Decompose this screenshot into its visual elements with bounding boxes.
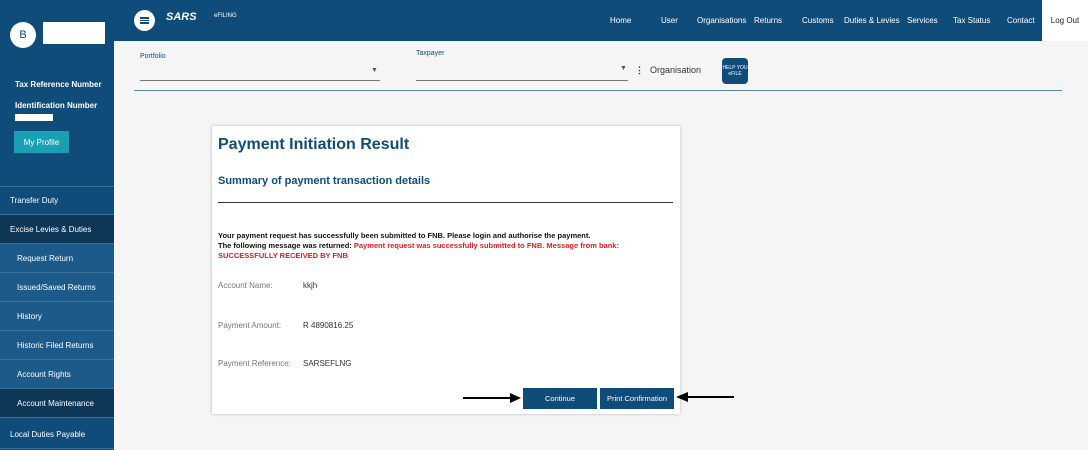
account-name-label: Account Name: bbox=[218, 281, 273, 290]
more-options-icon[interactable]: ⋮ bbox=[635, 65, 644, 75]
sidebar-item-issued-saved-returns[interactable]: Issued/Saved Returns bbox=[0, 273, 114, 302]
account-name-value: kkjh bbox=[303, 281, 318, 290]
sidebar-item-historic-filed-returns[interactable]: Historic Filed Returns bbox=[0, 331, 114, 360]
page-title: Payment Initiation Result bbox=[218, 136, 410, 153]
nav-services[interactable]: Services bbox=[907, 16, 938, 25]
nav-tax-status[interactable]: Tax Status bbox=[953, 16, 991, 25]
nav-duties-levies[interactable]: Duties & Levies bbox=[844, 16, 900, 25]
efiling-logo: eFILING bbox=[214, 13, 237, 19]
nav-customs[interactable]: Customs bbox=[802, 16, 834, 25]
nav-user[interactable]: User bbox=[661, 16, 678, 25]
logout-button[interactable]: Log Out bbox=[1042, 0, 1088, 41]
my-profile-button[interactable]: My Profile bbox=[14, 131, 69, 153]
tax-reference-label: Tax Reference Number bbox=[15, 80, 102, 89]
help-you-efile-icon[interactable]: HELP YOU eFILE bbox=[722, 58, 748, 84]
payment-amount-value: R 4890816.25 bbox=[303, 321, 354, 330]
taxpayer-dropdown-icon[interactable]: ▼ bbox=[620, 65, 627, 72]
arrow-to-print-icon bbox=[676, 392, 734, 402]
sidebar-item-excise-levies[interactable]: Excise Levies & Duties bbox=[0, 215, 114, 244]
print-confirmation-button[interactable]: Print Confirmation bbox=[600, 388, 674, 409]
avatar[interactable]: B bbox=[10, 22, 36, 48]
organisation-label: Organisation bbox=[650, 65, 702, 75]
portfolio-dropdown-icon[interactable]: ▼ bbox=[371, 67, 378, 74]
payment-amount-label: Payment Amount: bbox=[218, 321, 282, 330]
identification-number-label: Identification Number bbox=[15, 101, 98, 110]
payment-reference-value: SARSEFLNG bbox=[303, 359, 352, 368]
message-prefix: The following message was returned: bbox=[218, 241, 354, 250]
taxpayer-label: Taxpayer bbox=[416, 50, 445, 57]
payment-reference-label: Payment Reference: bbox=[218, 359, 291, 368]
nav-returns[interactable]: Returns bbox=[754, 16, 783, 25]
nav-home[interactable]: Home bbox=[610, 16, 632, 25]
arrow-to-continue-icon bbox=[463, 393, 521, 403]
section-subtitle: Summary of payment transaction details bbox=[218, 175, 431, 187]
sidebar-item-account-rights[interactable]: Account Rights bbox=[0, 360, 114, 389]
nav-contact[interactable]: Contact bbox=[1007, 16, 1035, 25]
message-line-1: Your payment request has successfully been submitted to FNB. Please login and authorise the payment. bbox=[218, 231, 591, 240]
portfolio-label: Portfolio bbox=[140, 53, 166, 60]
sidebar-item-history[interactable]: History bbox=[0, 302, 114, 331]
continue-button[interactable]: Continue bbox=[523, 388, 597, 409]
sidebar-item-transfer-duty[interactable]: Transfer Duty bbox=[0, 186, 114, 215]
sars-logo[interactable]: SARS bbox=[166, 11, 197, 23]
sidebar-item-request-return[interactable]: Request Return bbox=[0, 244, 114, 273]
sidebar-item-local-duties-payable[interactable]: Local Duties Payable bbox=[0, 420, 114, 449]
sidebar-item-account-maintenance[interactable]: Account Maintenance bbox=[0, 389, 114, 418]
bank-message: Payment request was successfully submitted to FNB. Message from bank: SUCCESSFULLY RECEIVED BY FNB bbox=[218, 241, 619, 260]
nav-organisations[interactable]: Organisations bbox=[697, 16, 747, 25]
